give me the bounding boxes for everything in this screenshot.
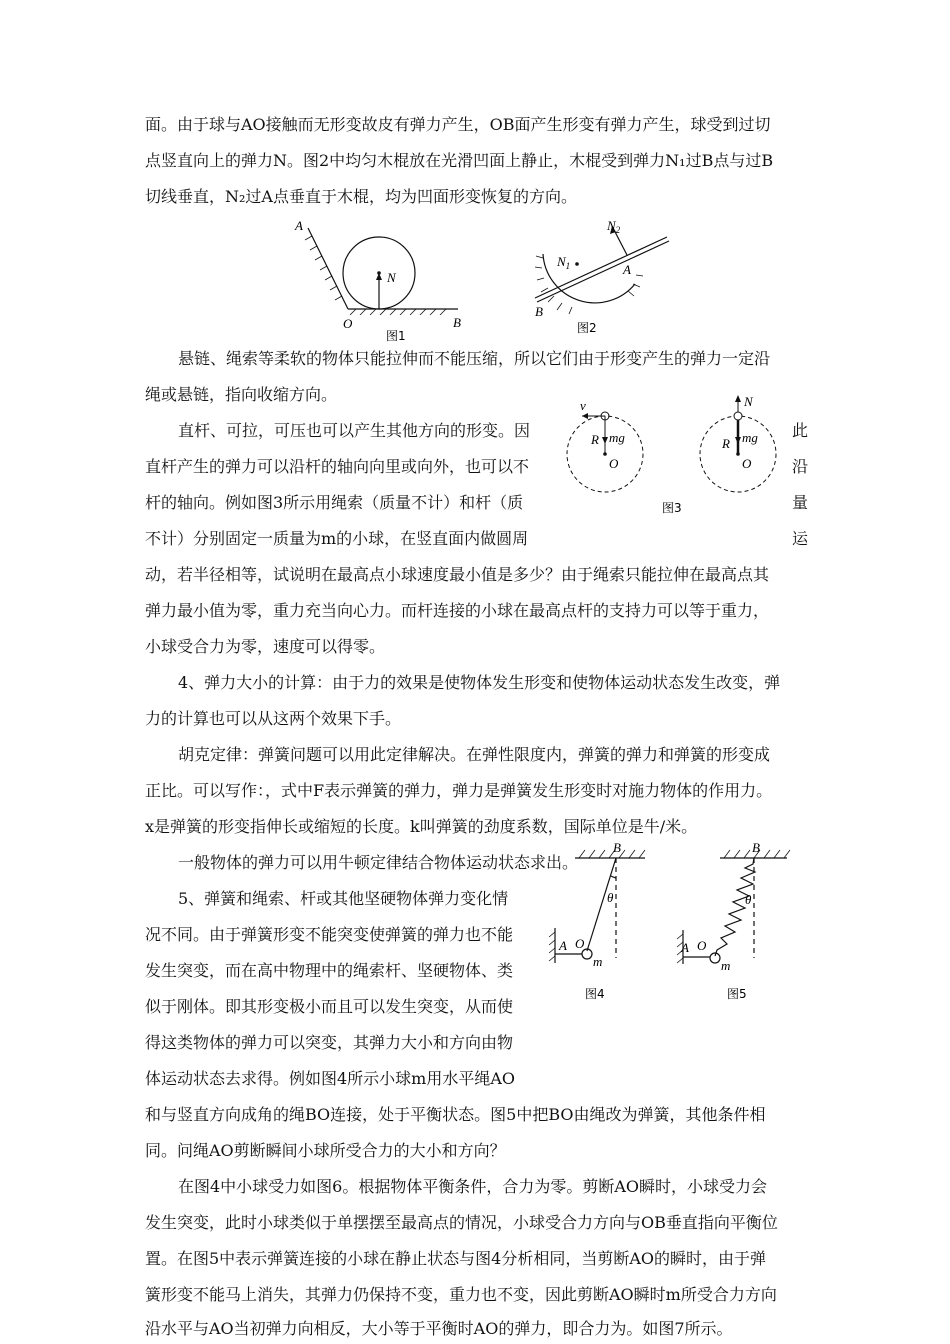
fig3-label-r2: R <box>722 436 730 451</box>
fig2-caption: 图2 <box>577 321 597 335</box>
text-line: 此 <box>792 421 809 440</box>
fig2-label-n1-sub: 1 <box>565 261 571 271</box>
text-line: 不计）分别固定一质量为m的小球，在竖直面内做圆周 <box>145 529 529 548</box>
text-line: 4、弹力大小的计算：由于力的效果是使物体发生形变和使物体运动状态发生改变，弹 <box>178 673 781 692</box>
fig5-label-b: B <box>752 840 760 855</box>
text-line: 同。问绳AO剪断瞬间小球所受合力的大小和方向？ <box>145 1141 506 1160</box>
fig3-label-r1: R <box>591 432 599 447</box>
text-line: 切线垂直，N₂过A点垂直于木棍，均为凹面形变恢复的方向。 <box>145 187 577 206</box>
text-line: 沿 <box>792 457 809 476</box>
fig4-label-m: m <box>593 954 603 969</box>
fig3-label-mg1: mg <box>609 430 625 445</box>
fig4-label-o: O <box>575 936 585 951</box>
text-line: 簧形变不能马上消失，其弹力仍保持不变，重力也不变，因此剪断AO瞬时m所受合力方向 <box>145 1285 777 1304</box>
text-line: 直杆、可拉，可压也可以产生其他方向的形变。因 <box>178 421 531 440</box>
fig3-label-o2: O <box>742 456 752 471</box>
fig5-caption: 图5 <box>727 987 747 1001</box>
fig1-label-a: A <box>295 218 303 233</box>
fig2-label-n2-sub: 2 <box>615 225 621 235</box>
fig4-label-a: A <box>559 938 567 953</box>
text-line: 体运动状态去求得。例如图4所示小球m用水平绳AO <box>145 1069 516 1088</box>
figure-3-diagram <box>560 392 790 522</box>
text-line: 杆的轴向。例如图3所示用绳索（质量不计）和杆（质 <box>145 493 524 512</box>
text-line: 点竖直向上的弹力N。图2中均匀木棍放在光滑凹面上静止，木棍受到弹力N₁过B点与过B <box>145 151 774 170</box>
text-line: 面。由于球与AO接触而无形变故皮有弹力产生，OB面产生形变有弹力产生，球受到过切 <box>145 115 771 134</box>
text-line: 运 <box>792 529 809 548</box>
fig5-label-a: A <box>681 940 689 955</box>
fig1-label-b: B <box>453 315 461 330</box>
text-line: 一般物体的弹力可以用牛顿定律结合物体运动状态求出。 <box>178 853 579 872</box>
figure-1-diagram <box>290 216 475 342</box>
fig5-label-o: O <box>697 938 707 953</box>
text-line: 直杆产生的弹力可以沿杆的轴向向里或向外，也可以不 <box>145 457 530 476</box>
text-line: x是弹簧的形变指伸长或缩短的长度。k叫弹簧的劲度系数，国际单位是牛/米。 <box>145 817 698 836</box>
fig5-label-m: m <box>721 958 731 973</box>
text-line: 和与竖直方向成角的绳BO连接，处于平衡状态。图5中把BO由绳改为弹簧，其他条件相 <box>145 1105 766 1124</box>
text-line: 5、弹簧和绳索、杆或其他坚硬物体弹力变化情 <box>178 889 509 908</box>
text-line: 胡克定律：弹簧问题可以用此定律解决。在弹性限度内，弹簧的弹力和弹簧的形变成 <box>178 745 771 764</box>
text-line: 量 <box>792 493 809 512</box>
fig1-label-n: N <box>387 270 396 285</box>
fig3-label-n: N <box>744 394 753 409</box>
fig1-label-o: O <box>343 316 353 331</box>
text-line: 力的计算也可以从这两个效果下手。 <box>145 709 402 728</box>
text-line: 沿水平与AO当初弹力向相反，大小等于平衡时AO的弹力，即合力为。如图7所示。 <box>145 1319 733 1338</box>
fig4-label-b: B <box>613 840 621 855</box>
fig3-label-v: v <box>580 398 586 413</box>
fig2-label-n2-letter: N <box>607 218 616 233</box>
figure-4-diagram <box>545 838 655 1008</box>
fig2-label-n1-letter: N <box>557 254 566 269</box>
text-line: 悬链、绳索等柔软的物体只能拉伸而不能压缩，所以它们由于形变产生的弹力一定沿 <box>178 349 771 368</box>
fig2-label-a: A <box>623 262 631 277</box>
fig3-label-o1: O <box>609 456 619 471</box>
text-line: 似于刚体。即其形变极小而且可以发生突变，从而使 <box>145 997 514 1016</box>
text-line: 发生突变，此时小球类似于单摆摆至最高点的情况，小球受合力方向与OB垂直指向平衡位 <box>145 1213 778 1232</box>
text-line: 动，若半径相等，试说明在最高点小球速度最小值是多少？由于绳索只能拉伸在最高点其 <box>145 565 770 584</box>
fig3-caption: 图3 <box>662 501 682 515</box>
fig5-label-theta: θ <box>745 892 752 907</box>
fig2-label-n2 <box>606 218 621 235</box>
text-line: 弹力最小值为零，重力充当向心力。而杆连接的小球在最高点杆的支持力可以等于重力， <box>145 601 770 620</box>
fig4-caption: 图4 <box>585 987 605 1001</box>
figure-2-diagram <box>515 214 685 342</box>
figure-5-diagram <box>675 838 800 1008</box>
text-line: 绳或悬链，指向收缩方向。 <box>145 385 338 404</box>
text-line: 得这类物体的弹力可以突变，其弹力大小和方向由物 <box>145 1033 514 1052</box>
text-line: 正比。可以写作：，式中F表示弹簧的弹力，弹力是弹簧发生形变时对施力物体的作用力。 <box>145 781 773 800</box>
fig2-label-n1 <box>556 254 570 271</box>
fig1-caption: 图1 <box>386 329 406 342</box>
text-line: 小球受合力为零，速度可以得零。 <box>145 637 386 656</box>
text-line: 在图4中小球受力如图6。根据物体平衡条件，合力为零。剪断AO瞬时，小球受力会 <box>178 1177 768 1196</box>
text-line: 发生突变，而在高中物理中的绳索杆、坚硬物体、类 <box>145 961 514 980</box>
fig4-label-theta: θ <box>607 890 614 905</box>
text-line: 况不同。由于弹簧形变不能突变使弹簧的弹力也不能 <box>145 925 514 944</box>
fig3-label-mg2: mg <box>742 430 758 445</box>
fig2-label-b: B <box>535 304 543 319</box>
text-line: 置。在图5中表示弹簧连接的小球在静止状态与图4分析相同，当剪断AO的瞬时，由于弹 <box>145 1249 767 1268</box>
